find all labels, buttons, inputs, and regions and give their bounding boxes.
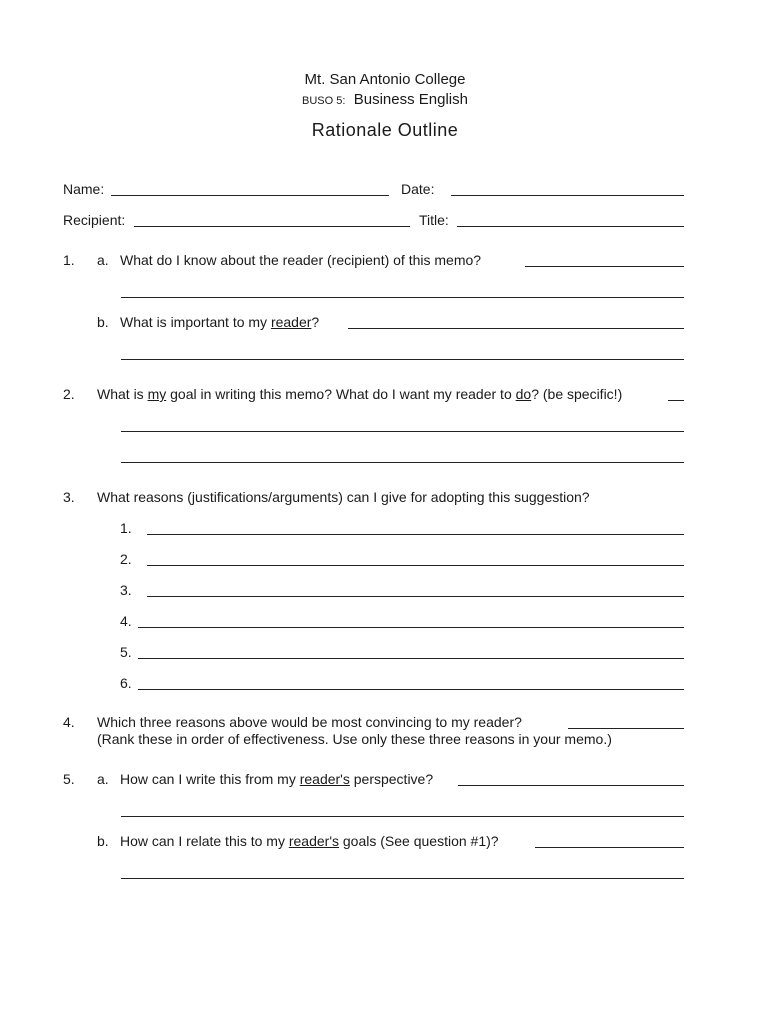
date-field[interactable]: [451, 195, 684, 196]
reason-line[interactable]: [138, 658, 684, 659]
question-5-number: 5.: [63, 771, 75, 787]
recipient-field[interactable]: [134, 226, 410, 227]
question-1a-text: What do I know about the reader (recipient) of this memo?: [120, 252, 482, 268]
reason-line[interactable]: [138, 627, 684, 628]
question-3-text: What reasons (justifications/arguments) can I give for adopting this suggestion?: [97, 489, 590, 505]
reason-line[interactable]: [147, 534, 684, 535]
title-field[interactable]: [457, 226, 684, 227]
question-1a-letter: a.: [97, 252, 109, 268]
answer-5b-line-1[interactable]: [535, 847, 684, 848]
question-5a-text: [120, 771, 433, 787]
page-title: Rationale Outline: [311, 120, 459, 140]
question-2-text: [97, 386, 622, 402]
question-5b-text-pre: How can I relate this to my: [120, 833, 289, 849]
reason-number: 2.: [120, 551, 132, 567]
reason-number: 4.: [120, 613, 132, 629]
question-2-text-1: What is: [97, 386, 148, 402]
name-label: Name:: [63, 181, 105, 197]
college-name: Mt. San Antonio College: [304, 71, 466, 88]
answer-1a-line-1[interactable]: [525, 266, 684, 267]
date-label: Date:: [401, 181, 435, 197]
question-5a-underlined: reader's: [299, 771, 350, 787]
question-5a-text-post: perspective?: [349, 771, 434, 787]
answer-2-line-1[interactable]: [668, 400, 684, 401]
question-1b-letter: b.: [97, 314, 109, 330]
reason-line[interactable]: [147, 565, 684, 566]
answer-5a-line-2[interactable]: [121, 816, 684, 817]
course-line: [0, 92, 770, 109]
answer-1a-line-2[interactable]: [121, 297, 684, 298]
course-code: BUSO 5:: [302, 95, 346, 107]
question-4-number: 4.: [63, 714, 75, 730]
question-1b-text: [120, 314, 319, 330]
question-1b-text-post: ?: [311, 314, 320, 330]
answer-1b-line-1[interactable]: [348, 328, 684, 329]
reason-line[interactable]: [147, 596, 684, 597]
question-2-underlined-do: do: [515, 386, 532, 402]
question-2-number: 2.: [63, 386, 75, 402]
answer-2-line-2[interactable]: [121, 431, 684, 432]
question-5b-letter: b.: [97, 833, 109, 849]
answer-1b-line-2[interactable]: [121, 359, 684, 360]
question-5b-text-post: goals (See question #1)?: [339, 833, 499, 849]
reason-number: 6.: [120, 675, 132, 691]
question-2-text-2: goal in writing this memo? What do I want my reader to: [166, 386, 516, 402]
reason-number: 3.: [120, 582, 132, 598]
answer-2-line-3[interactable]: [121, 462, 684, 463]
reason-number: 5.: [120, 644, 132, 660]
answer-5b-line-2[interactable]: [121, 878, 684, 879]
question-2-underlined-my: my: [147, 386, 167, 402]
question-5b-text: [120, 833, 499, 849]
answer-5a-line-1[interactable]: [458, 785, 684, 786]
recipient-label: Recipient:: [63, 212, 126, 228]
name-field[interactable]: [111, 195, 389, 196]
course-name: Business English: [353, 91, 468, 108]
question-5b-underlined: reader's: [288, 833, 339, 849]
question-5a-text-pre: How can I write this from my: [120, 771, 300, 787]
question-1b-underlined: reader: [270, 314, 312, 330]
question-4-text: Which three reasons above would be most convincing to my reader?: [97, 714, 522, 730]
question-2-text-3: ? (be specific!): [531, 386, 623, 402]
question-1b-text-pre: What is important to my: [120, 314, 271, 330]
question-3-number: 3.: [63, 489, 75, 505]
question-1-number: 1.: [63, 252, 75, 268]
reason-line[interactable]: [138, 689, 684, 690]
title-label: Title:: [419, 212, 449, 228]
reason-number: 1.: [120, 520, 132, 536]
answer-4-line[interactable]: [568, 728, 684, 729]
question-4-instruction: (Rank these in order of effectiveness. Use only these three reasons in your memo.): [97, 731, 612, 747]
question-5a-letter: a.: [97, 771, 109, 787]
